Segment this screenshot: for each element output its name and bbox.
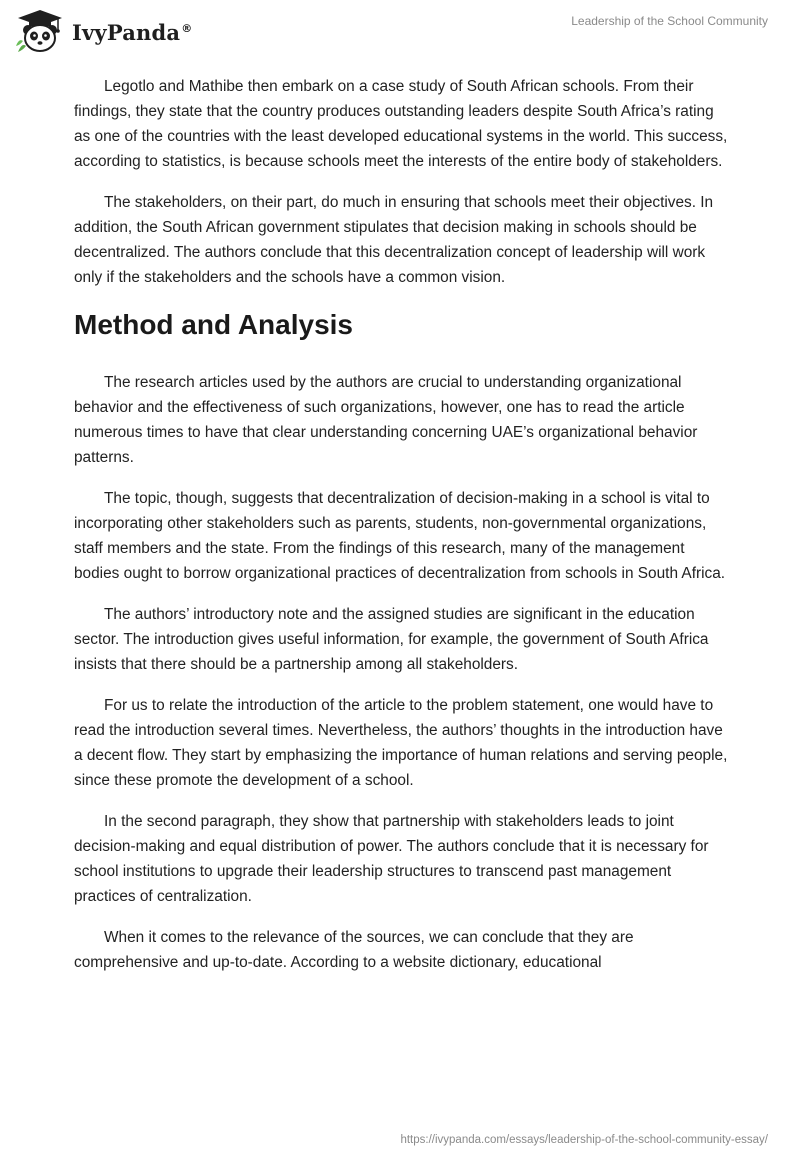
- panda-graduate-icon: [14, 8, 66, 54]
- source-url[interactable]: https://ivypanda.com/essays/leadership-of-the-school-community-essay/: [400, 1134, 768, 1146]
- ivypanda-logo[interactable]: [14, 8, 192, 54]
- paragraph: The stakeholders, on their part, do much in ensuring that schools meet their objectives. In addition, the South African government stipulates that decision making in schools should be decentralized. The authors conclude that this decentralization concept of leadership will work only if the stakeholders and the schools have a common vision.: [74, 194, 714, 286]
- paragraph: Legotlo and Mathibe then embark on a case study of South African schools. From their findings, they state that the country produces outstanding leaders despite South Africa’s rating as one of the countries with the least developed educational systems in the world. This success, according to statistics, is because schools meet the interests of the entire body of stakeholders.: [74, 78, 728, 170]
- paragraph: The research articles used by the authors are crucial to understanding organizational behavior and the effectiveness of such organizations, however, one has to read the article numerous times to have that clear understanding concerning UAE’s organizational behavior patterns.: [74, 374, 698, 466]
- paragraph: In the second paragraph, they show that partnership with stakeholders leads to joint decision-making and equal distribution of power. The authors conclude that it is necessary for school institutions to upgrade their leadership structures to transcend past management practices of centralization.: [74, 813, 709, 905]
- paragraph: For us to relate the introduction of the article to the problem statement, one would have to read the introduction several times. Nevertheless, the authors’ thoughts in the introduction have a decent flow. They start by emphasizing the importance of human relations and serving people, since these promote the development of a school.: [74, 697, 728, 789]
- essay-body: [74, 74, 734, 991]
- section-heading: Method and Analysis: [74, 309, 354, 340]
- logo-text: IvyPanda: [72, 19, 181, 45]
- paragraph: When it comes to the relevance of the sources, we can conclude that they are comprehensive and up-to-date. According to a website dictionary, educational: [74, 929, 634, 971]
- document-title: Leadership of the School Community: [571, 14, 768, 28]
- paragraph: The topic, though, suggests that decentralization of decision-making in a school is vital to incorporating other stakeholders such as parents, students, non-governmental organizations, staff members and the state. From the findings of this research, many of the management bodies ought to borrow organizational practices of decentralization from schools in South Africa.: [74, 490, 726, 582]
- paragraph: The authors’ introductory note and the assigned studies are significant in the education sector. The introduction gives useful information, for example, the government of South Africa insists that there should be a partnership among all stakeholders.: [74, 606, 709, 673]
- page-header: [0, 0, 800, 70]
- registered-mark: ®: [181, 21, 193, 35]
- logo-wordmark: [72, 20, 192, 45]
